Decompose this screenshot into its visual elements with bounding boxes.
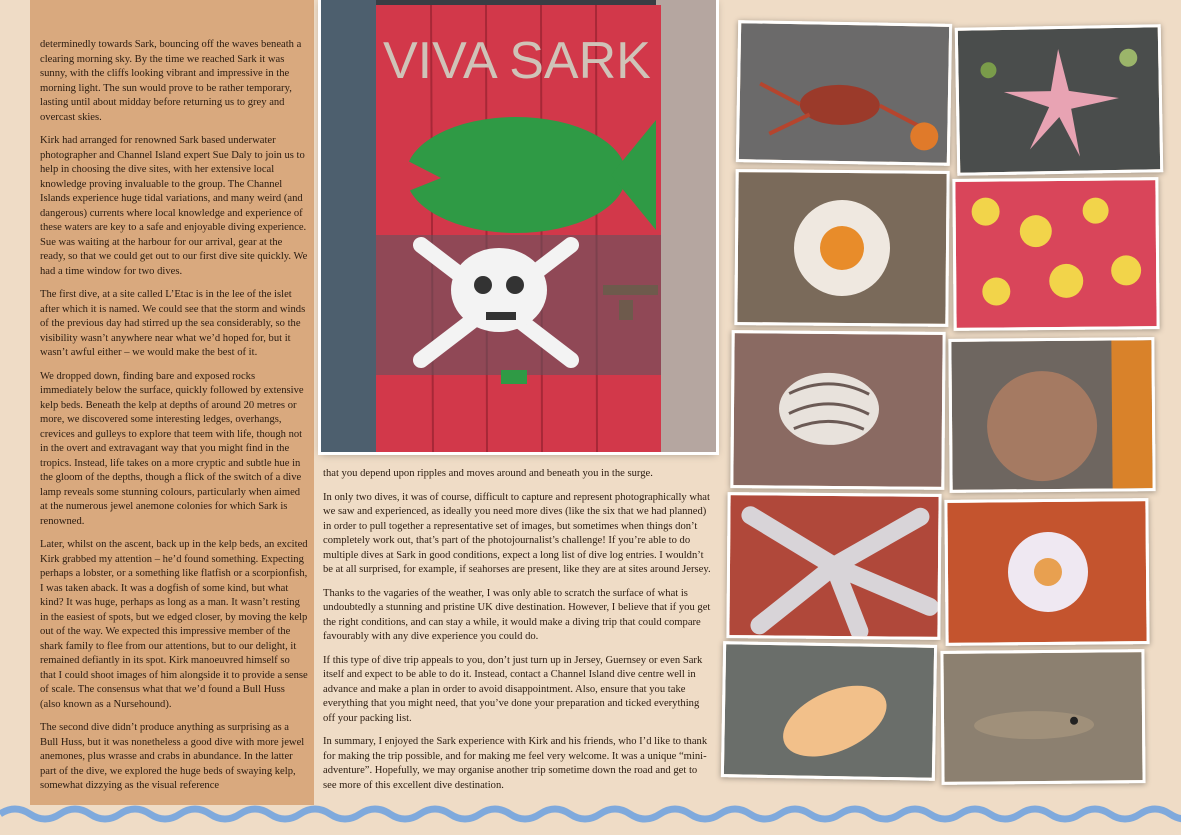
crab-photo [736, 20, 952, 166]
sea-squirt-photo [721, 641, 937, 781]
anemone-photo-2 [944, 498, 1149, 646]
middle-paragraph-3: Thanks to the vagaries of the weather, I was only able to scratch the surface of what is undoubtedly a stunning and pristine UK dive destination. However, I believe that if you get the right conditions, and can stay a while, it would make a diving trip that could compare favourably with any dive experience you could do. [323, 587, 711, 642]
middle-paragraph-5: In summary, I enjoyed the Sark experience with Kirk and his friends, who I’d like to thank for making the trip possible, and for making me feel very welcome. It was a unique “mini-adventure”. Hopefully, we may organise another trip sometime down the road and get to see more of this excellent dive destination. [323, 736, 708, 791]
blenny-photo [940, 649, 1145, 785]
left-paragraph-2: Kirk had arranged for renowned Sark based underwater photographer and Channel Island expert Sue Daly to join us to help in choosing the dive sites, with her extensive local knowledge proving invaluable to the group. The Channel Islands experience huge tidal variations, and many weird (and dangerous) currents where local knowledge and experience of these waters are key to a safe and enjoyable diving experience. Sue was waiting at the harbour for our arrival, gear at the ready, so that we could get out to our first dive site quickly. We had a time window for two dives. [40, 135, 308, 277]
anemone-photo-1 [734, 169, 949, 327]
left-paragraph-4: We dropped down, finding bare and exposed rocks immediately below the surface, quickly followed by extensive kelp beds. Beneath the kelp at depths of around 20 metres or more, we discovered some interesting ledges, overhangs, crevices and gulleys to explore that teem with life, though not in the overt and extravagant way that you might find in the tropics. Instead, life takes on a more cryptic and subtle hue in the gloom of the depths, though a flick of the switch of a dive lamp reveals some stunning colours, particularly when aimed at the numerous jewel anemone colonies for which Sark is renowned. [40, 370, 304, 527]
left-column-text [40, 38, 308, 803]
jewel-anemones-photo [952, 177, 1159, 331]
starfish-photo [955, 24, 1164, 176]
left-paragraph-6: The second dive didn’t produce anything as surprising as a Bull Huss, but it was nonetheless a good dive with more jewel anemones, plus wrasse and crabs in abundance. In the latter part of the dive, we explored the huge beds of swaying kelp, somewhat dizzying as the visual reference [40, 722, 305, 791]
middle-paragraph-4: If this type of dive trip appeals to you, don’t just turn up in Jersey, Guernsey or even Sark itself and expect to be able to do it. Instead, contact a Channel Island dive centre well in advance and make a plan in order to avoid disappointment. Also, ensure that you take everything that you might need, that you’ve done your preparation and ticked everything off your packing list. [323, 654, 703, 724]
spiny-starfish-photo [726, 492, 941, 640]
middle-paragraph-2: In only two dives, it was of course, difficult to capture and represent photographically what we saw and experienced, as ideally you need more dives (like the six that we had planned) in order to pull together a representative set of images, but sometimes when things don’t completely work out, that’s part of the photojournalist’s challenge! If you’re able to do multiple dives at Sark in good conditions, expect a long list of dive log entries. I wouldn’t be at all surprised, for example, if seahorses are present, like they are at sites around Jersey. [323, 491, 711, 575]
left-paragraph-1: determinedly towards Sark, bouncing off the waves beneath a clearing morning sky. By the time we reached Sark it was sunny, with the cliffs looking vibrant and impressive in the morning light. The sun would prove to be rather temporary, lasting until about midday before returning us to grey and overcast skies. [40, 39, 302, 123]
nudibranch-photo [730, 330, 945, 490]
wave-border [0, 800, 1181, 835]
left-paragraph-5: Later, whilst on the ascent, back up in the kelp beds, an excited Kirk grabbed my attention – he’d found something. Expecting perhaps a lobster, or a something like flatfish or a scorpionfish, I was taken aback. It was a dogfish of some kind, but what kind? It was huge, perhaps as long as a man. It wasn’t resting in the easiest of spots, but we edged closer, by moving the kelp out of the way. We expected this impressive member of the shark family to flee from our attentions, but to our delight, it remained defiantly in its spot. Kirk manoeuvred himself so that I could shoot images of him alongside it to provide a sense of scale. The consensus what that we’d found a Bull Huss (also known as a Nursehound). [40, 539, 308, 710]
left-paragraph-3: The first dive, at a site called L’Etac is in the lee of the islet after which it is named. We could see that the storm and winds of the previous day had stirred up the sea considerably, so the visibility wasn’t anywhere near what we’d hoped for, but it wasn’t awful either – we would make the best of it. [40, 289, 306, 358]
fan-worm-photo [948, 337, 1155, 493]
middle-paragraph-1: that you depend upon ripples and moves around and beneath you in the surge. [323, 468, 653, 479]
viva-sark-door-photo [321, 0, 716, 452]
door-painted-text: VIVA SARK [383, 32, 651, 90]
middle-column-text [323, 467, 711, 802]
